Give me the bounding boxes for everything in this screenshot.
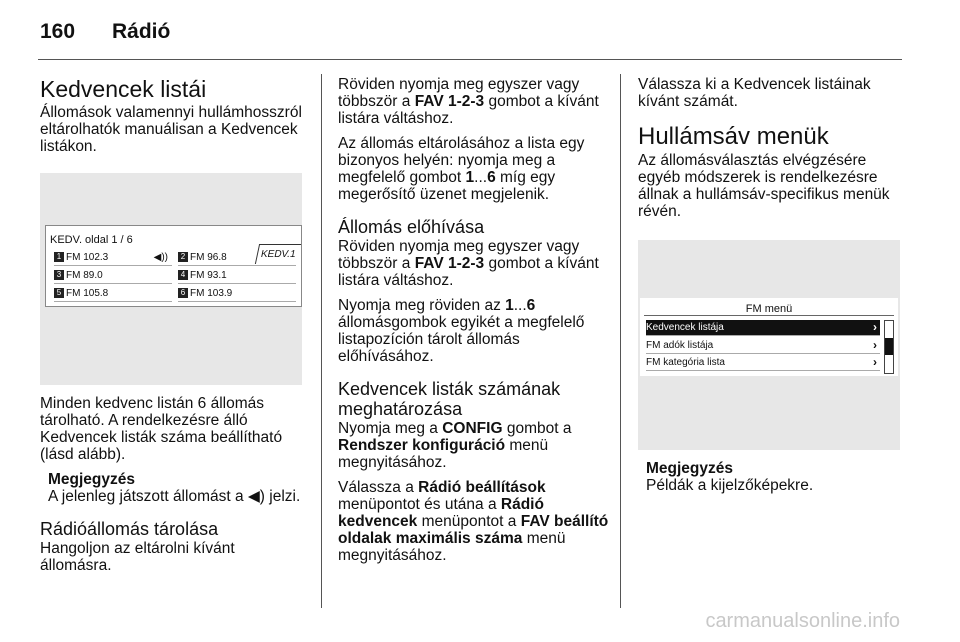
preset-cell — [54, 250, 172, 266]
page-number: 160 — [40, 20, 76, 43]
text: állomásgombok egyikét a megfelelő listapozíción tárolt állomás előhívásához. — [338, 314, 585, 365]
preset-cell — [54, 268, 172, 284]
display-screen — [640, 298, 898, 376]
paragraph — [338, 135, 613, 203]
preset-station: FM 89.0 — [66, 270, 103, 281]
menu-label: FAV beállító oldalak maximális száma — [338, 513, 609, 547]
preset-number: 2 — [178, 252, 188, 262]
note-title: Megjegyzés — [646, 460, 734, 477]
preset-cell — [54, 286, 172, 302]
menu-item — [646, 338, 880, 354]
menu-label: Rádió kedvencek — [338, 496, 544, 530]
note-text — [48, 488, 310, 505]
menu-label: Rádió beállítások — [418, 479, 546, 496]
menu-divider — [644, 315, 894, 316]
preset-number: 6 — [178, 288, 188, 298]
preset-number: 5 — [54, 288, 64, 298]
note — [48, 471, 310, 505]
text: gombot a kívánt listára váltáshoz. — [338, 255, 599, 289]
paragraph — [338, 238, 613, 289]
paragraph — [338, 420, 613, 471]
heading-band-menus: Hullámsáv menük — [638, 123, 829, 150]
paragraph: Állomások valamennyi hullámhosszról eltárolhatók manuálisan a Kedvencek listákon. — [40, 104, 302, 155]
preset-cell — [178, 250, 296, 266]
header-rule — [38, 59, 902, 60]
text: Válassza a — [338, 479, 419, 496]
key-label: FAV 1-2-3 — [414, 255, 485, 272]
display-screen — [45, 225, 302, 307]
key-label: 1 — [505, 297, 514, 314]
paragraph — [338, 479, 613, 564]
preset-number: 4 — [178, 270, 188, 280]
column-3 — [638, 76, 904, 500]
speaker-icon: ◀)) — [153, 252, 168, 263]
preset-station: FM 103.9 — [190, 288, 233, 299]
preset-station: FM 93.1 — [190, 270, 227, 281]
favourite-tab: KEDV.1 — [255, 244, 301, 264]
section-title: Rádió — [112, 20, 171, 43]
paragraph: Válassza ki a Kedvencek listáinak kívánt számát. — [638, 76, 871, 110]
preset-station: FM 96.8 — [190, 252, 227, 263]
page-header — [40, 20, 170, 44]
text: menü megnyitásához. — [338, 437, 549, 471]
text: míg egy megerősítő üzenet megjelenik. — [338, 169, 556, 203]
note-text-part: jelzi. — [264, 488, 301, 505]
paragraph: Az állomásválasztás elvégzésére egyéb módszerek is rendelkezésre állnak a hullámsáv-specifikus menük révén. — [638, 152, 890, 220]
key-label: FAV 1-2-3 — [414, 93, 485, 110]
column-2 — [338, 76, 613, 572]
menu-item-label: FM kategória lista — [646, 357, 725, 368]
chevron-right-icon: › — [873, 320, 877, 334]
menu-item-label: Kedvencek listája — [646, 322, 724, 333]
key-label: 6 — [487, 169, 496, 186]
preset-number: 1 — [54, 252, 64, 262]
text: Röviden nyomja meg egyszer vagy többször a — [338, 76, 580, 110]
note-text: Példák a kijelzőképekre. — [646, 477, 814, 494]
speaker-icon: ◀) — [247, 488, 265, 505]
menu-label: Rendszer konfiguráció — [338, 437, 506, 454]
menu-item-label: FM adók listája — [646, 340, 714, 351]
text: gombot a — [502, 420, 572, 437]
watermark: carmanualsonline.info — [705, 610, 900, 632]
screen-title: KEDV. oldal 1 / 6 — [50, 234, 133, 246]
text: gombot a kívánt listára váltáshoz. — [338, 93, 599, 127]
fm-menu-figure — [638, 240, 900, 450]
column-1 — [40, 76, 310, 582]
heading-list-count: Kedvencek listák számának meghatározása — [338, 379, 561, 419]
heading-store: Rádióállomás tárolása — [40, 519, 219, 539]
key-label: 1 — [465, 169, 475, 186]
text: Az állomás eltárolásához a lista egy bizonyos helyén: nyomja meg a megfelelő gombot — [338, 135, 585, 186]
favourites-screen-figure — [40, 173, 302, 385]
paragraph: Minden kedvenc listán 6 állomás tárolható. A rendelkezésre álló Kedvencek listák száma beállítható (lásd alább). — [40, 395, 283, 463]
preset-cell — [178, 268, 296, 284]
paragraph — [338, 297, 613, 365]
note — [646, 460, 904, 494]
text: ... — [513, 297, 527, 314]
column-divider — [620, 74, 621, 608]
paragraph: Hangoljon az eltárolni kívánt állomásra. — [40, 540, 235, 574]
chevron-right-icon: › — [873, 338, 877, 352]
preset-number: 3 — [54, 270, 64, 280]
menu-title: FM menü — [745, 303, 793, 315]
text: Nyomja meg röviden az — [338, 297, 506, 314]
menu-item — [646, 355, 880, 371]
text: menüpontot a — [417, 513, 521, 530]
note-title: Megjegyzés — [48, 471, 136, 488]
text: ... — [474, 169, 488, 186]
text: Nyomja meg a — [338, 420, 443, 437]
note-text-part: A jelenleg játszott állomást a — [48, 488, 248, 505]
key-label: 6 — [526, 297, 536, 314]
preset-cell — [178, 286, 296, 302]
text: menü megnyitásához. — [338, 530, 566, 564]
preset-station: FM 102.3 — [66, 252, 109, 263]
scrollbar — [884, 320, 894, 374]
column-divider — [321, 74, 322, 608]
chevron-right-icon: › — [873, 355, 877, 369]
paragraph — [338, 76, 613, 127]
preset-station: FM 105.8 — [66, 288, 109, 299]
key-label: CONFIG — [442, 420, 503, 437]
text: menüpontot és utána a — [338, 496, 501, 513]
heading-recall: Állomás előhívása — [338, 217, 485, 237]
heading-favourites: Kedvencek listái — [40, 76, 207, 102]
text: Röviden nyomja meg egyszer vagy többször a — [338, 238, 580, 272]
scrollbar-thumb — [885, 338, 893, 355]
menu-item — [646, 320, 880, 336]
